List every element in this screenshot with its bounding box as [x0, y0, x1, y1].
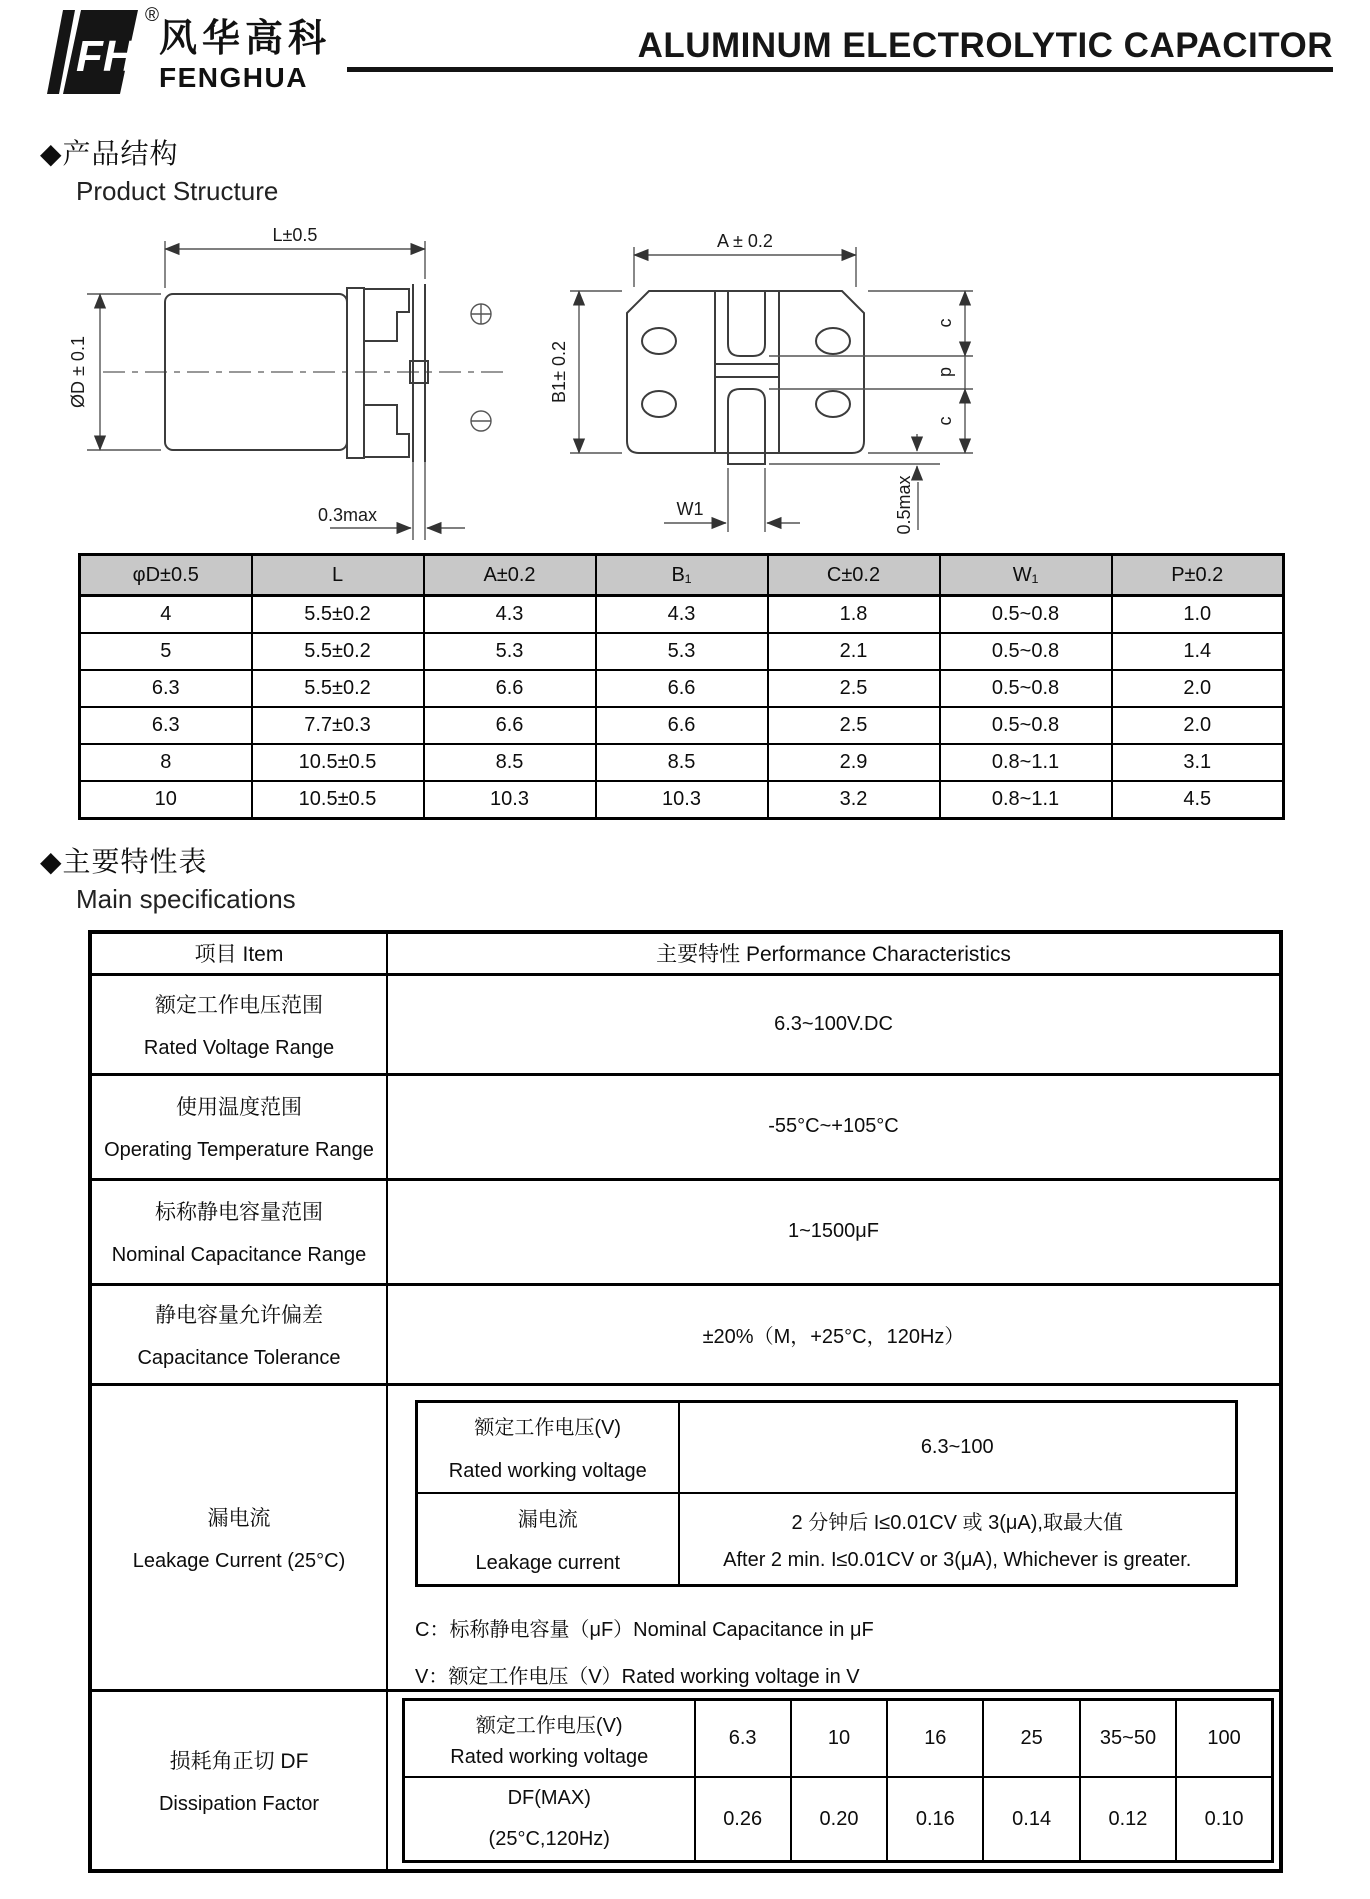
- dim-label-b1: B1± 0.2: [549, 341, 569, 403]
- item-label-en: Rated Voltage Range: [143, 1036, 335, 1059]
- cell: 0.8~1.1: [940, 744, 1112, 781]
- dim-label-c-bottom: c: [935, 416, 955, 426]
- value-rated-voltage: 6.3~100V.DC: [387, 974, 1281, 1074]
- cell: 2.9: [768, 744, 940, 781]
- cell: 1.8: [768, 596, 940, 634]
- cell: 5.5±0.2: [252, 596, 424, 634]
- leakage-current-detail-cell: [387, 1384, 1281, 1690]
- cell: 0.5~0.8: [940, 670, 1112, 707]
- df-max-label-cell: [404, 1777, 695, 1861]
- cell: 0.5~0.8: [940, 707, 1112, 744]
- section-main-specs-heading-cn: ◆主要特性表: [40, 846, 208, 877]
- table-row: [80, 781, 1284, 819]
- spec-header-row: [90, 932, 1281, 974]
- item-label-en: Leakage Current (25°C): [132, 1549, 346, 1572]
- df-value: 0.14: [983, 1777, 1079, 1861]
- table-row: [404, 1777, 1273, 1861]
- dissipation-factor-table: [402, 1698, 1274, 1863]
- capacitor-side-view: [68, 225, 507, 540]
- cell: 4.3: [424, 596, 596, 634]
- cell: 2.0: [1112, 670, 1284, 707]
- main-specifications-table: [88, 930, 1283, 1873]
- leakage-current-table: [415, 1400, 1238, 1587]
- col-header-a: A±0.2: [424, 555, 596, 596]
- table-row: [417, 1401, 1237, 1493]
- capacitor-bottom-view: [549, 231, 973, 535]
- cell: 7.7±0.3: [252, 707, 424, 744]
- label-en: Rated working voltage: [448, 1460, 647, 1483]
- logo-monogram: FH: [76, 32, 135, 81]
- col-header-p: P±0.2: [1112, 555, 1284, 596]
- df-value: 0.12: [1080, 1777, 1176, 1861]
- bottom-outline: [627, 291, 864, 453]
- dimension-table-header-row: [80, 555, 1284, 596]
- dissipation-factor-detail-cell: [387, 1690, 1281, 1871]
- item-label-en: Capacitance Tolerance: [137, 1346, 341, 1369]
- dim-label-gap: 0.3max: [318, 505, 378, 525]
- col-header-c: C±0.2: [768, 555, 940, 596]
- label-cn: 额定工作电压(V): [474, 1417, 622, 1440]
- terminal-bottom: [364, 405, 409, 457]
- leakage-formula-cn: 2 分钟后 I≤0.01CV 或 3(μA),取最大值: [791, 1511, 1123, 1534]
- leakage-voltage-label-cell: [417, 1401, 679, 1493]
- df-max-label: DF(MAX): [507, 1787, 591, 1809]
- cell: 10: [80, 781, 252, 819]
- dim-label-a: A ± 0.2: [717, 231, 773, 251]
- cell: 6.6: [424, 670, 596, 707]
- cell: 4.5: [1112, 781, 1284, 819]
- item-label-en: Dissipation Factor: [158, 1792, 320, 1815]
- mounting-hole: [642, 391, 676, 417]
- item-cell-operating-temperature: [90, 1074, 387, 1179]
- col-header-length: L: [252, 555, 424, 596]
- cell: 0.5~0.8: [940, 596, 1112, 634]
- item-label-cn: 额定工作电压范围: [155, 993, 323, 1017]
- dim-label-standoff: 0.5max: [894, 475, 914, 535]
- dim-label-diameter: ØD ± 0.1: [68, 336, 88, 408]
- capacitor-base-plate: [347, 288, 364, 458]
- df-voltage: 25: [983, 1699, 1079, 1777]
- col-header-b1: B₁: [596, 555, 768, 596]
- cell: 10.3: [596, 781, 768, 819]
- dim-label-p: p: [935, 366, 955, 378]
- value-capacitance-tolerance: ±20%（M，+25°C，120Hz）: [387, 1284, 1281, 1384]
- col-header-item: 项目 Item: [90, 932, 387, 974]
- label-cn: 额定工作电压(V): [475, 1714, 623, 1737]
- df-value: 0.20: [791, 1777, 887, 1861]
- cell: 5.3: [424, 633, 596, 670]
- item-cell-dissipation-factor: [90, 1690, 387, 1871]
- leakage-formula-en: After 2 min. I≤0.01CV or 3(μA), Whichever is greater.: [723, 1548, 1192, 1571]
- cell: 6.3: [80, 707, 252, 744]
- item-label-cn: 标称静电容量范围: [155, 1201, 323, 1224]
- df-voltage-label-cell: [404, 1699, 695, 1777]
- leakage-current-label-cell: [417, 1493, 679, 1585]
- cell: 2.5: [768, 670, 940, 707]
- brand-name-chinese: 风华高科: [159, 18, 332, 60]
- col-header-performance: 主要特性 Performance Characteristics: [387, 932, 1281, 974]
- cell: 3.2: [768, 781, 940, 819]
- cell: 5.5±0.2: [252, 670, 424, 707]
- table-row: [80, 633, 1284, 670]
- cell: 1.0: [1112, 596, 1284, 634]
- cell: 8.5: [424, 744, 596, 781]
- cell: 6.6: [596, 707, 768, 744]
- cell: 4: [80, 596, 252, 634]
- cell: 10.5±0.5: [252, 744, 424, 781]
- cell: 8: [80, 744, 252, 781]
- df-value: 0.16: [887, 1777, 983, 1861]
- item-cell-leakage-current: [90, 1384, 387, 1690]
- cell: 6.3: [80, 670, 252, 707]
- value-nominal-capacitance: 1~1500μF: [387, 1179, 1281, 1284]
- item-label-cn: 静电容量允许偏差: [155, 1303, 323, 1327]
- dim-label-c-top: c: [935, 318, 955, 328]
- item-cell-capacitance-tolerance: [90, 1284, 387, 1384]
- terminal-pad-top: [728, 291, 765, 356]
- df-voltage: 100: [1176, 1699, 1272, 1777]
- cell: 10.3: [424, 781, 596, 819]
- cell: 6.6: [424, 707, 596, 744]
- col-header-diameter: φD±0.5: [80, 555, 252, 596]
- cell: 5.3: [596, 633, 768, 670]
- df-max-condition: (25°C,120Hz): [488, 1828, 610, 1850]
- df-voltage: 6.3: [695, 1699, 791, 1777]
- mounting-hole: [642, 328, 676, 354]
- df-voltage: 10: [791, 1699, 887, 1777]
- label-cn: 漏电流: [517, 1508, 578, 1531]
- table-row: [80, 707, 1284, 744]
- note-capacitance: C：标称静电容量（μF）Nominal Capacitance in μF: [415, 1618, 874, 1641]
- spec-row-operating-temperature: [90, 1074, 1281, 1179]
- spec-row-nominal-capacitance: [90, 1179, 1281, 1284]
- cell: 2.5: [768, 707, 940, 744]
- label-en: Leakage current: [475, 1551, 621, 1574]
- item-label-cn: 漏电流: [207, 1506, 271, 1530]
- fenghua-logo-mark-graphic: [35, 8, 141, 94]
- cell: 2.1: [768, 633, 940, 670]
- dim-label-w1: W1: [676, 499, 704, 519]
- spec-row-rated-voltage: [90, 974, 1281, 1074]
- value-operating-temperature: -55°C~+105°C: [387, 1074, 1281, 1179]
- dimension-table: [78, 553, 1285, 820]
- mounting-hole: [816, 391, 850, 417]
- item-label-cn: 使用温度范围: [176, 1096, 302, 1119]
- cell: 2.0: [1112, 707, 1284, 744]
- spec-row-dissipation-factor: [90, 1690, 1281, 1871]
- leakage-voltage-value-cell: 6.3~100: [679, 1401, 1237, 1493]
- cell: 6.6: [596, 670, 768, 707]
- header-divider: [347, 67, 1333, 72]
- fenghua-logo: [35, 5, 332, 94]
- item-label-en: Operating Temperature Range: [104, 1139, 374, 1161]
- label-en: Rated working voltage: [450, 1745, 649, 1768]
- cell: 3.1: [1112, 744, 1284, 781]
- table-row: [404, 1699, 1273, 1777]
- col-header-w1: W₁: [940, 555, 1112, 596]
- page-title: ALUMINUM ELECTROLYTIC CAPACITOR: [637, 26, 1333, 65]
- cell: 0.8~1.1: [940, 781, 1112, 819]
- polarity-minus-icon: [471, 411, 491, 431]
- polarity-plus-icon: [471, 304, 491, 324]
- df-value: 0.10: [1176, 1777, 1272, 1861]
- brand-name-english: FENGHUA: [159, 61, 308, 93]
- section-product-structure-heading-cn: ◆产品结构: [40, 138, 179, 169]
- section-main-specs-heading-en: Main specifications: [76, 884, 296, 914]
- table-row: [80, 744, 1284, 781]
- terminal-top: [364, 289, 409, 341]
- item-cell-rated-voltage: [90, 974, 387, 1074]
- cell: 8.5: [596, 744, 768, 781]
- leakage-current-value-cell: [679, 1493, 1237, 1585]
- df-voltage: 35~50: [1080, 1699, 1176, 1777]
- fenghua-logo-mark: [35, 5, 159, 94]
- table-row: [417, 1493, 1237, 1585]
- note-voltage: V：额定工作电压（V）Rated working voltage in V: [415, 1665, 860, 1688]
- cell: 5: [80, 633, 252, 670]
- section-product-structure-heading-en: Product Structure: [76, 176, 279, 206]
- spec-row-capacitance-tolerance: [90, 1284, 1281, 1384]
- spec-row-leakage-current: [90, 1384, 1281, 1690]
- cell: 10.5±0.5: [252, 781, 424, 819]
- item-label-cn: 损耗角正切 DF: [169, 1749, 309, 1773]
- dim-label-length: L±0.5: [272, 225, 318, 245]
- table-row: [80, 670, 1284, 707]
- registered-trademark-symbol: ®: [145, 5, 159, 26]
- df-value: 0.26: [695, 1777, 791, 1861]
- cell: 1.4: [1112, 633, 1284, 670]
- cell: 0.5~0.8: [940, 633, 1112, 670]
- table-row: [80, 596, 1284, 634]
- item-cell-nominal-capacitance: [90, 1179, 387, 1284]
- brand-text: [159, 8, 331, 94]
- item-label-en: Nominal Capacitance Range: [111, 1244, 367, 1266]
- cell: 4.3: [596, 596, 768, 634]
- product-structure-diagram: [60, 225, 1180, 555]
- mounting-hole: [816, 328, 850, 354]
- df-voltage: 16: [887, 1699, 983, 1777]
- cell: 5.5±0.2: [252, 633, 424, 670]
